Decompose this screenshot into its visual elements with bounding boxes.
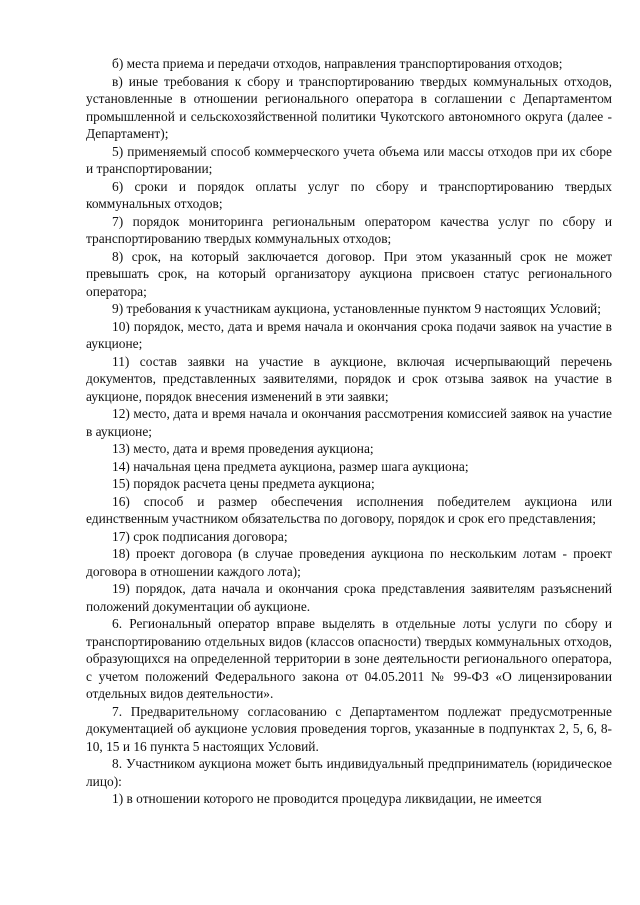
paragraph: 6) сроки и порядок оплаты услуг по сбору и транспортированию твердых коммунальных отходов; bbox=[86, 178, 612, 211]
paragraph: 14) начальная цена предмета аукциона, размер шага аукциона; bbox=[112, 458, 469, 474]
paragraph: 16) способ и размер обеспечения исполнения победителем аукциона или единственным участником обязательства по договору, порядок и срок его представления; bbox=[86, 493, 612, 526]
paragraph: в) иные требования к сбору и транспортированию твердых коммунальных отходов, установленные в отношении регионального оператора в соглашении с Департаментом промышленной и сельскохозяйственной политики Чукотского автономного округа (далее - Департамент); bbox=[86, 73, 612, 141]
paragraph: 6. Региональный оператор вправе выделять в отдельные лоты услуги по сбору и транспортированию отдельных видов (классов опасности) твердых коммунальных отходов, образующихся на определенной территории в зоне деятельности регионального оператора, с учетом положений Федерального закона от 04.05.2011 № 99-ФЗ «О лицензировании отдельных видов деятельности». bbox=[86, 616, 612, 701]
paragraph: 15) порядок расчета цены предмета аукциона; bbox=[112, 476, 375, 491]
paragraph: 7) порядок мониторинга региональным оператором качества услуг по сбору и транспортированию твердых коммунальных отходов; bbox=[86, 213, 612, 246]
paragraph: б) места приема и передачи отходов, направления транспортирования отходов; bbox=[112, 56, 563, 71]
paragraph: 5) применяемый способ коммерческого учета объема или массы отходов при их сборе и транспортировании; bbox=[86, 143, 612, 176]
paragraph: 12) место, дата и время начала и окончания рассмотрения комиссией заявок на участие в аукционе; bbox=[86, 406, 612, 439]
paragraph: 8. Участником аукциона может быть индивидуальный предприниматель (юридическое лицо): bbox=[86, 756, 612, 789]
paragraph: 17) срок подписания договора; bbox=[112, 528, 288, 544]
paragraph: 18) проект договора (в случае проведения аукциона по нескольким лотам - проект договора в отношении каждого лота); bbox=[86, 546, 612, 579]
paragraph: 1) в отношении которого не проводится процедура ликвидации, не имеется bbox=[112, 791, 542, 806]
paragraph: 9) требования к участникам аукциона, установленные пунктом 9 настоящих Условий; bbox=[112, 301, 601, 316]
paragraph: 8) срок, на который заключается договор. При этом указанный срок не может превышать срок, на который организатору аукциона присвоен статус регионального оператора; bbox=[86, 248, 612, 299]
paragraph: 13) место, дата и время проведения аукциона; bbox=[112, 441, 374, 456]
paragraph: 7. Предварительному согласованию с Департаментом подлежат предусмотренные документацией об аукционе условия проведения торгов, указанные в подпунктах 2, 5, 6, 8-10, 15 и 16 пункта 5 настоящих Условий. bbox=[86, 703, 612, 754]
paragraph: 11) состав заявки на участие в аукционе, включая исчерпывающий перечень документов, представленных заявителями, порядок и срок отзыва заявок на участие в аукционе, порядок внесения изменений в эти заявки; bbox=[86, 353, 612, 404]
paragraph: 10) порядок, место, дата и время начала и окончания срока подачи заявок на участие в аукционе; bbox=[86, 318, 612, 351]
paragraph: 19) порядок, дата начала и окончания срока представления заявителям разъяснений положений документации об аукционе. bbox=[86, 581, 612, 614]
